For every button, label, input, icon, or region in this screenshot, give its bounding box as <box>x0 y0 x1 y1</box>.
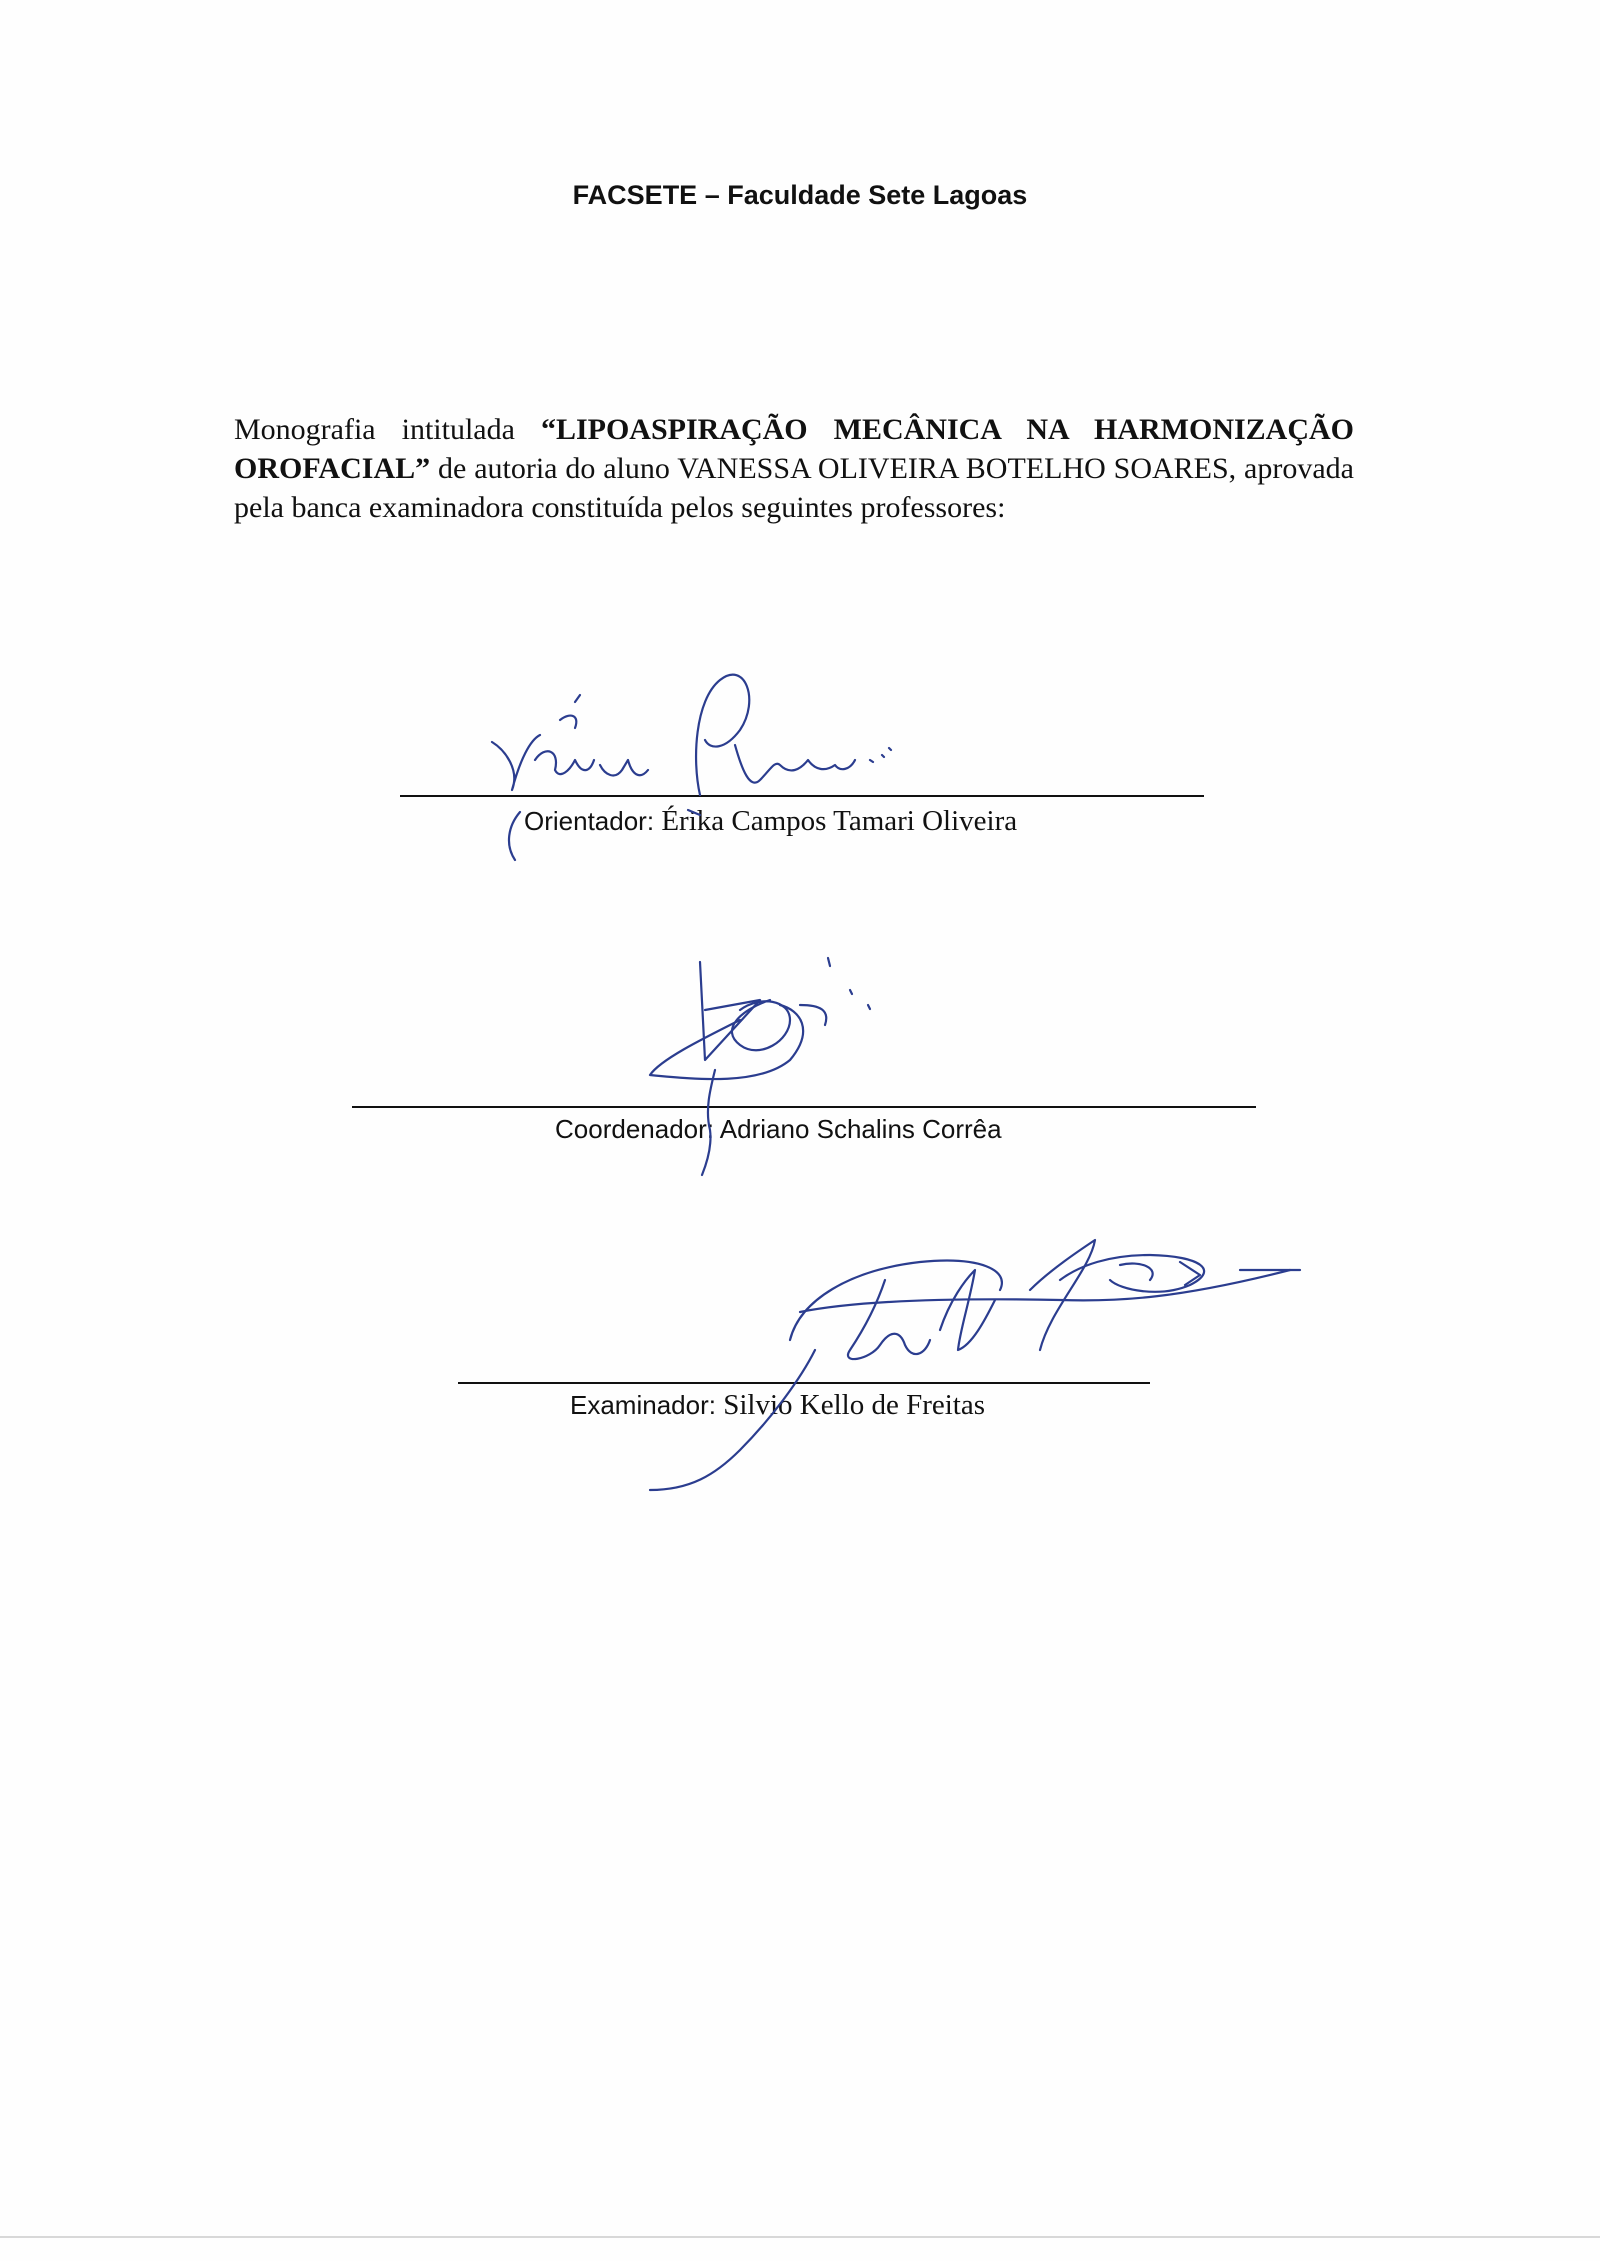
role-caption <box>555 1114 1002 1146</box>
role-caption <box>524 805 1017 838</box>
page-edge <box>0 2236 1600 2238</box>
person-name: Adriano Schalins Corrêa <box>714 1114 1002 1144</box>
role-label: Orientador: <box>524 806 655 836</box>
person-name: Silvio Kello de Freitas <box>715 1389 985 1421</box>
approval-statement <box>234 410 1354 527</box>
person-name: Érika Campos Tamari Oliveira <box>654 805 1018 837</box>
statement-body: de autoria do aluno VANESSA OLIVEIRA BOTELHO SOARES, aprovada pela banca examinadora constituída pelos seguintes professores: <box>234 452 1354 524</box>
institution-heading: FACSETE – Faculdade Sete Lagoas <box>572 180 1028 210</box>
statement-intro: Monografia intitulada <box>234 413 541 446</box>
monograph-title: “LIPOASPIRAÇÃO MECÂNICA NA HARMONIZAÇÃO OROFACIAL” <box>234 413 1355 485</box>
signature-line <box>458 1382 1150 1384</box>
role-caption <box>570 1389 985 1422</box>
signature-line <box>352 1106 1256 1108</box>
role-label: Examinador: <box>570 1390 716 1420</box>
signature-examinador <box>650 1240 1300 1490</box>
role-label: Coordenador: <box>555 1114 714 1144</box>
signature-line <box>400 795 1204 797</box>
